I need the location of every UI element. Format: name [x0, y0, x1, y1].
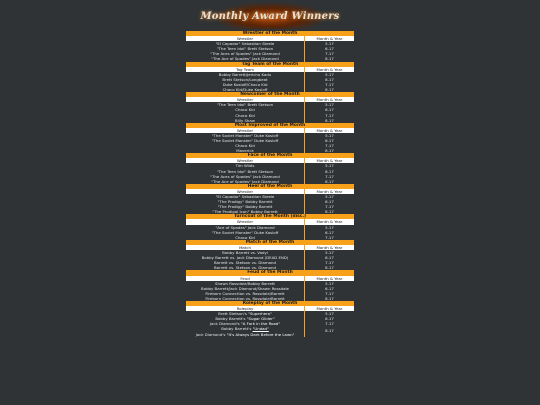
winner-cell: Barrett vs. Stetson vs. Diamond [186, 265, 305, 270]
page-banner [200, 3, 340, 29]
roleplay-cell [186, 326, 305, 337]
month-cell: 6.17 [325, 46, 334, 52]
winner-cell: Chaco Kid [186, 235, 305, 240]
winner-cell: "The Teen Idol" Brett Stetson [186, 46, 305, 51]
winner-cell: "El Capador" Sebastian Steele [186, 41, 305, 46]
awards-table [186, 31, 354, 337]
column-header-month: Month & Year [316, 275, 343, 281]
winner-cell: Bobby Barrett vs. Vadyl [186, 250, 305, 255]
section-title: Heel of the Month [186, 184, 354, 189]
section-title: Wrestler of the Month [186, 31, 354, 36]
roleplay-link[interactable]: "Undad" [252, 326, 269, 332]
winner-cell: Billy Shaw [186, 118, 305, 123]
winner-cell: "The Aces of Spades" Jack Diamond [186, 51, 305, 56]
month-cell: 7.17 [325, 143, 334, 149]
section-title: Most Improved of the Month [186, 123, 354, 128]
page-title: Monthly Award Winners [200, 10, 340, 22]
roleplay-link[interactable]: "Sugar Glider" [246, 316, 275, 322]
month-cell: 7.17 [325, 234, 334, 240]
column-header-name: Wrestler [186, 219, 305, 224]
month-cell: 7.17 [325, 81, 334, 87]
winner-cell: "The Soviet Monster" Duke Kosloff [186, 133, 305, 138]
winner-cell: Maverick [186, 148, 305, 153]
month-cell: 8.17 [325, 295, 334, 301]
month-cell: 5.17 [325, 194, 334, 199]
winner-cell: Duke Kosloﬀ/Chaco Kid [186, 82, 305, 87]
winner-cell: "The Ace of Spades" Jack Diamond [186, 56, 305, 61]
month-cell: 6.17 [325, 316, 334, 322]
column-header-name: Match [186, 245, 305, 250]
winner-cell: Tim Wilds [186, 163, 305, 168]
month-cell: 7.17 [325, 321, 334, 327]
column-header-name: Feud [186, 276, 305, 281]
column-header-month: Month & Year [316, 219, 343, 225]
roleplay-author: Brett Stetson's [218, 311, 249, 317]
table-row [186, 118, 354, 123]
winner-cell: Chaco Kid [186, 113, 305, 118]
winner-cell: Bobby Barrett/Jack Diamond/Shawn Rossdale [186, 286, 305, 291]
table-row [186, 56, 354, 61]
winner-cell: Bobby Barrett vs. Jack Diamond (DEAD END) [186, 255, 305, 260]
column-header-month: Month & Year [316, 97, 343, 103]
month-cell: 7.17 [325, 173, 334, 179]
month-cell: 7.17 [325, 260, 334, 266]
month-cell: 5.17 [325, 311, 334, 317]
roleplay-author: Jack Diamond's [195, 331, 227, 337]
column-header-name: Wrestler [186, 189, 305, 194]
month-cell: 6.17 [325, 255, 334, 261]
winner-cell: "The Prodigy" Bobby Barrett [186, 199, 305, 204]
winner-cell: Chaco Kid [186, 143, 305, 148]
month-cell: 8.17 [325, 87, 334, 93]
column-header-name: Wrestler [186, 97, 305, 102]
month-cell: 5.17 [325, 163, 334, 169]
month-cell: 6.17 [325, 168, 334, 174]
roleplay-link[interactable]: "It's Always Dark Before the Lawn" [226, 331, 295, 337]
column-header-month: Month & Year [316, 188, 343, 194]
month-cell: 8.17 [325, 56, 334, 62]
section-title: Roleplay of the Month [186, 301, 354, 306]
winner-cell: "The Soviet Monster" Duke Kosloff [186, 230, 305, 235]
month-cell: 5.17 [325, 280, 334, 286]
section-title: Tag Team of the Month [186, 62, 354, 67]
winner-cell: "The Prodigy" Bobby Barrett [186, 204, 305, 209]
month-cell: 5.17 [325, 250, 334, 256]
winner-cell: "Ace of Spades" Jack Diamond [186, 225, 305, 230]
roleplay-line [186, 332, 304, 337]
month-cell: 5.17 [325, 71, 334, 77]
month-cell: 6.17 [325, 199, 334, 205]
roleplay-author: Jack Diamond's [209, 321, 241, 327]
column-header-month: Month & Year [316, 127, 343, 133]
column-header-month: Month & Year [316, 158, 343, 164]
month-cell: 8.17 [325, 265, 334, 271]
table-row [186, 326, 354, 337]
month-cell: 6.17 [325, 285, 334, 291]
column-header-name: Roleplay [186, 306, 305, 311]
winner-cell: Barrett vs. Stetson vs. Diamond [186, 260, 305, 265]
roleplay-link[interactable]: "Superhero" [248, 311, 272, 317]
winner-cell: Chaco Kid/Duke Kosloﬀ [186, 87, 305, 92]
month-cell: 5.17 [325, 132, 334, 138]
month-cell: 6.17 [325, 137, 334, 143]
winner-cell: Brett Stetson/Longbeat [186, 77, 305, 82]
column-header-name: Wrestler [186, 36, 305, 41]
month-cell: 6.17 [325, 229, 334, 235]
month-cell: 6.17 [325, 76, 334, 82]
month-cell: 7.17 [325, 290, 334, 296]
winner-cell: Chaco Kid [186, 107, 305, 112]
month-cell: 6.17 [325, 107, 334, 113]
month-cell: 8.17 [325, 178, 334, 184]
month-cell: 5.17 [325, 41, 334, 47]
winner-cell: Shawn Rossdale/Bobby Barrett [186, 281, 305, 286]
roleplay-author: Bobby Barrett's [215, 316, 247, 322]
winner-cell: "The Teen Idol" Brett Stetson [186, 102, 305, 107]
column-header-month: Month & Year [316, 36, 343, 42]
column-header-month: Month & Year [316, 244, 343, 250]
winner-cell: "The Soviet Monster" Duke Kosloff [186, 138, 305, 143]
month-cell: 7.17 [325, 204, 334, 210]
month-cell: 8.17 [325, 209, 334, 215]
column-header-month: Month & Year [316, 66, 343, 72]
month-cell: 5.17 [325, 102, 334, 108]
section-title: Face of the Month [186, 153, 354, 158]
month-cell: 8.17 [325, 117, 334, 123]
column-header-name: Wrestler [186, 158, 305, 163]
month-cell: 7.17 [325, 112, 334, 118]
section-title: Turncoat of the Month (disc.) [186, 214, 354, 219]
winner-cell: "The Prodigal Icon" Bobby Barrett [186, 209, 305, 214]
month-cell: 8.17 [325, 328, 334, 334]
section-title: Newcomer of the Month [186, 92, 354, 97]
month-cell: 5.17 [325, 224, 334, 230]
column-header-month: Month & Year [316, 306, 343, 312]
winner-cell: "The Aces of Spades" Jack Diamond [186, 174, 305, 179]
month-cell: 8.17 [325, 148, 334, 154]
winner-cell: Bobby Barrett/Jericho Kadu [186, 72, 305, 77]
winner-cell: Fireborn Connection vs. Rossdale/Barrett [186, 296, 305, 301]
roleplay-author: Bobby Barrett's [221, 326, 253, 332]
column-header-name: Tag Team [186, 67, 305, 72]
section-title: Feud of the Month [186, 270, 354, 275]
winner-cell: Fireborn Connection vs. Rossdale/Barrett [186, 291, 305, 296]
winner-cell: "El Capador" Sebastian Steele [186, 194, 305, 199]
winner-cell: "The Teen Idol" Brett Stetson [186, 169, 305, 174]
month-cell: 7.17 [325, 51, 334, 57]
column-header-name: Wrestler [186, 128, 305, 133]
winner-cell: "The Ace of Spades" Jack Diamond [186, 179, 305, 184]
section-title: Match of the Month [186, 240, 354, 245]
roleplay-link[interactable]: "A Fork in the Road" [240, 321, 281, 327]
